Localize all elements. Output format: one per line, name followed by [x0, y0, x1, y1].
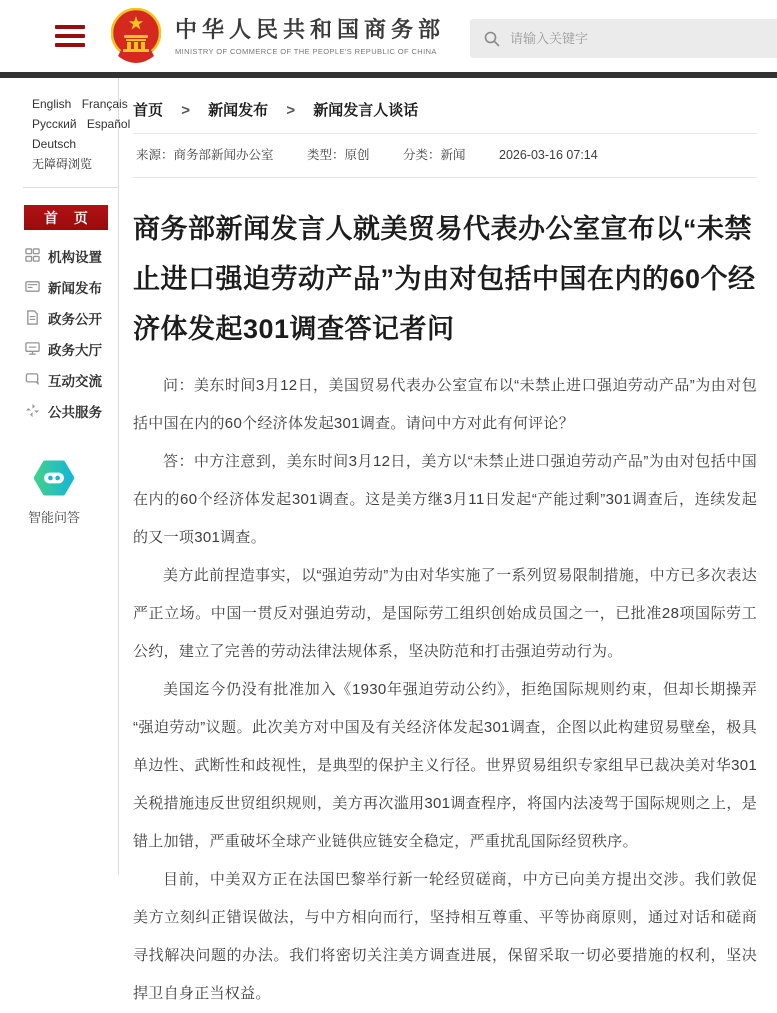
- sidebar-item-gov-hall[interactable]: [0, 333, 118, 364]
- monitor-icon: [25, 341, 40, 356]
- lang-deutsch[interactable]: Deutsch: [32, 137, 77, 151]
- article-body: [133, 367, 757, 1013]
- language-switcher: [0, 94, 131, 174]
- site-subtitle: MINISTRY OF COMMERCE OF THE PEOPLE'S REPUBLIC OF CHINA: [175, 46, 437, 56]
- lang-english[interactable]: English: [32, 97, 72, 111]
- meta-divider: [133, 177, 757, 178]
- breadcrumb-news-release[interactable]: 新闻发布: [208, 102, 269, 119]
- sidebar-home-button[interactable]: 首 页: [24, 205, 108, 230]
- main-content: [119, 78, 777, 1002]
- service-arrows-icon: [25, 403, 40, 418]
- sidebar-item-org[interactable]: [0, 240, 118, 271]
- article-paragraph: 问：美东时间3月12日，美国贸易代表办公室宣布以“未禁止进口强迫劳动产品”为由对包括中国在内的60个经济体发起301调查。请问中方对此有何评论？: [133, 377, 757, 432]
- search-input[interactable]: [510, 31, 760, 46]
- breadcrumb-separator: >: [286, 102, 296, 119]
- meta-datetime: 2026-03-16 07:14: [499, 148, 598, 162]
- article-paragraph: 美国迄今仍没有批准加入《1930年强迫劳动公约》，拒绝国际规则约束，但却长期操弄“强迫劳动”议题。此次美方对中国及有关经济体发起301调查，企图以此构建贸易壁垒，极具单边性、武断性和歧视性，是典型的保护主义行径。世界贸易组织专家组早已裁决美对华301关税措施违反世贸组织规则，美方再次滥用301调查程序，将国内法凌驾于国际规则之上，是错上加错，严重破坏全球产业链供应链安全稳定，严重扰乱国际经贸秩序。: [133, 681, 757, 850]
- lang-russian[interactable]: Русский: [32, 117, 77, 131]
- robot-qa-icon: [32, 460, 76, 496]
- sidebar-item-label: 公共服务: [48, 404, 102, 420]
- breadcrumb: [133, 78, 757, 120]
- sidebar-item-label: 政务公开: [48, 311, 102, 327]
- smart-qa-label: 智能问答: [27, 510, 80, 525]
- lang-francais[interactable]: Français: [81, 97, 128, 111]
- lang-espanol[interactable]: Español: [86, 117, 131, 131]
- org-grid-icon: [25, 248, 40, 263]
- article-title: 商务部新闻发言人就美贸易代表办公室宣布以“未禁止进口强迫劳动产品”为由对包括中国在内的60个经济体发起301调查答记者问: [133, 214, 756, 344]
- sidebar-divider: [23, 187, 118, 188]
- sidebar: [0, 78, 131, 875]
- newspaper-icon: [25, 279, 40, 294]
- sidebar-item-label: 政务大厅: [48, 342, 102, 358]
- hamburger-menu-icon[interactable]: [55, 20, 85, 52]
- meta-source: 来源：商务部新闻办公室: [136, 148, 274, 162]
- smart-qa-widget[interactable]: [0, 460, 108, 526]
- sidebar-item-label: 机构设置: [48, 249, 102, 265]
- accessibility-browse-link[interactable]: 无障碍浏览: [32, 157, 93, 171]
- article-paragraph: 答：中方注意到，美东时间3月12日，美方以“未禁止进口强迫劳动产品”为由对包括中国在内的60个经济体发起301调查。这是美方继3月11日发起“产能过剩”301调查后，连续发起的又一项301调查。: [133, 453, 757, 546]
- chat-icon: [25, 372, 40, 387]
- site-title: 中华人民共和国商务部: [175, 16, 446, 42]
- breadcrumb-separator: >: [181, 102, 190, 119]
- breadcrumb-spokesperson-talks[interactable]: 新闻发言人谈话: [313, 102, 419, 119]
- national-emblem-icon: [111, 8, 161, 64]
- breadcrumb-home[interactable]: 首页: [133, 102, 164, 119]
- site-header: [0, 0, 777, 72]
- search-box[interactable]: [470, 19, 777, 58]
- article-paragraph: 目前，中美双方正在法国巴黎举行新一轮经贸磋商，中方已向美方提出交涉。我们敦促美方立刻纠正错误做法，与中方相向而行，坚持相互尊重、平等协商原则，通过对话和磋商寻找解决问题的办法。我们将密切关注美方调查进展，保留采取一切必要措施的权利，坚决捍卫自身正当权益。: [133, 871, 757, 1002]
- sidebar-item-interaction[interactable]: [0, 364, 118, 395]
- sidebar-item-gov-open[interactable]: [0, 302, 118, 333]
- sidebar-item-news[interactable]: [0, 271, 118, 302]
- article-paragraph: 美方此前捏造事实，以“强迫劳动”为由对华实施了一系列贸易限制措施，中方已多次表达严正立场。中国一贯反对强迫劳动，是国际劳工组织创始成员国之一，已批准28项国际劳工公约，建立了完善的劳动法律法规体系，坚决防范和打击强迫劳动行为。: [133, 567, 757, 660]
- sidebar-nav: [0, 240, 118, 426]
- site-logo-link[interactable]: [111, 8, 445, 64]
- meta-category: 分类：新闻: [403, 148, 466, 162]
- sidebar-item-label: 互动交流: [48, 373, 102, 389]
- article-meta: [133, 134, 757, 163]
- search-icon: [484, 31, 500, 47]
- sidebar-item-public-service[interactable]: [0, 395, 118, 426]
- document-icon: [25, 310, 40, 325]
- sidebar-item-label: 新闻发布: [48, 280, 102, 296]
- meta-type: 类型：原创: [307, 148, 370, 162]
